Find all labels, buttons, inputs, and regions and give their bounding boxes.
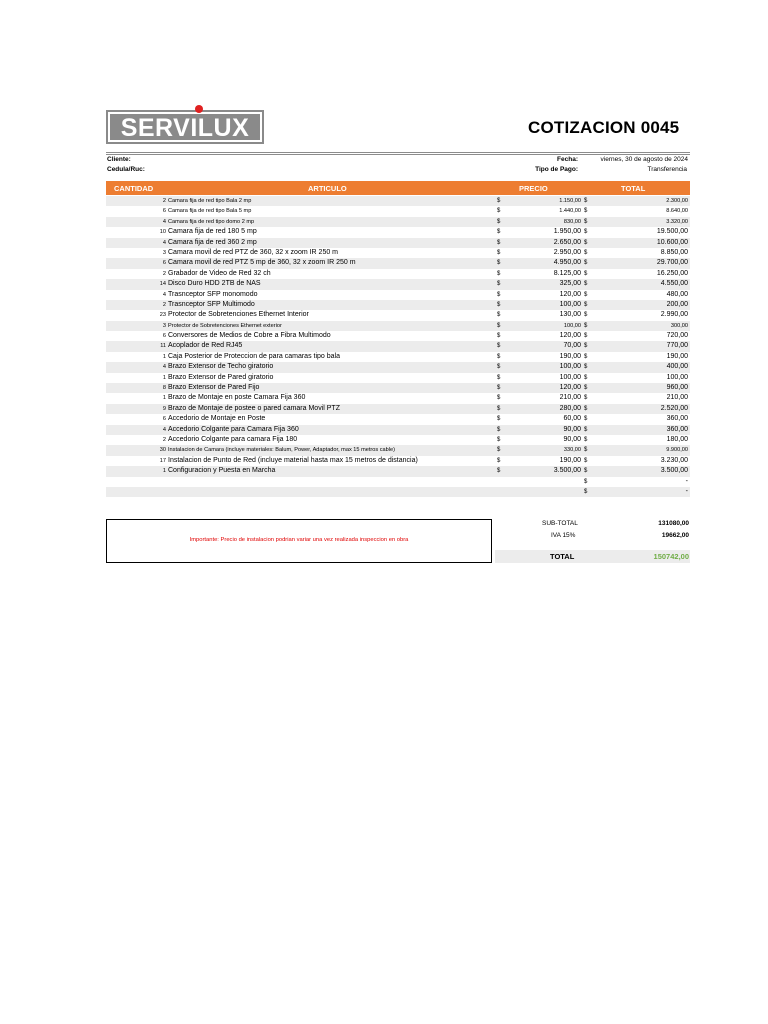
row-description: Trasnceptor SFP Multimodo <box>168 300 255 308</box>
row-price: 100,00 <box>559 300 581 308</box>
row-price: 330,00 <box>563 447 581 454</box>
table-row <box>106 227 690 237</box>
row-total-currency: $ <box>584 260 588 267</box>
table-row <box>106 300 690 310</box>
row-description: Camara movil de red PTZ de 360, 32 x zoom IR 250 m <box>168 248 339 256</box>
subtotal-label: SUB-TOTAL <box>542 520 578 527</box>
row-price: 190,00 <box>559 456 581 464</box>
row-price: 2.650,00 <box>553 238 581 246</box>
row-total-currency: $ <box>584 436 588 443</box>
row-description: Camara movil de red PTZ 5 mp de 360, 32 x zoom IR 250 m <box>168 259 356 267</box>
total-value: 150742,00 <box>653 552 689 561</box>
row-description: Disco Duro HDD 2TB de NAS <box>168 280 261 288</box>
row-total: 720,00 <box>666 332 688 340</box>
row-description: Acoplador de Red RJ45 <box>168 342 243 350</box>
items-table <box>106 196 690 497</box>
logo-dot-icon <box>195 105 203 113</box>
table-row <box>106 269 690 279</box>
row-total-currency: $ <box>584 249 588 256</box>
row-price: 210,00 <box>559 394 581 402</box>
row-price-currency: $ <box>497 208 501 215</box>
table-row <box>106 404 690 414</box>
divider <box>106 154 690 155</box>
row-total: 400,00 <box>666 363 688 371</box>
row-quantity: 14 <box>159 281 166 288</box>
row-total-currency: $ <box>584 478 588 485</box>
row-total-currency: $ <box>584 239 588 246</box>
row-description: Accedorio Colgante para Camara Fija 360 <box>168 425 299 433</box>
row-total: 2.990,00 <box>660 311 688 319</box>
servilux-logo <box>106 104 266 146</box>
row-price: 100,00 <box>563 322 581 329</box>
row-total: 4.550,00 <box>660 280 688 288</box>
row-price-currency: $ <box>497 395 501 402</box>
row-quantity: 4 <box>162 218 166 225</box>
row-total: 29.700,00 <box>656 259 688 267</box>
table-row <box>106 352 690 362</box>
note-box <box>106 519 492 563</box>
row-description: Brazo de Montaje en poste Camara Fija 360 <box>168 394 306 402</box>
table-row <box>106 393 690 403</box>
divider <box>106 152 690 153</box>
total-label: TOTAL <box>550 552 575 561</box>
row-total-currency: $ <box>584 229 588 236</box>
row-total-currency: $ <box>584 395 588 402</box>
row-price: 90,00 <box>563 435 581 443</box>
logo-graphic <box>106 104 266 146</box>
row-price-currency: $ <box>497 249 501 256</box>
row-quantity: 2 <box>162 270 166 277</box>
quote-title: COTIZACION 0045 <box>528 118 680 137</box>
row-price-currency: $ <box>497 385 501 392</box>
table-header <box>106 181 690 195</box>
row-total-currency: $ <box>584 353 588 360</box>
table-row <box>106 341 690 351</box>
table-row <box>106 445 690 455</box>
row-total: 3.320,00 <box>666 218 688 225</box>
row-total-currency: $ <box>584 385 588 392</box>
fecha-label: Fecha: <box>557 156 578 163</box>
row-price-currency: $ <box>497 364 501 371</box>
row-price-currency: $ <box>497 218 501 225</box>
row-description: Camara fija de red tipo Bala 5 mp <box>168 208 252 215</box>
row-price: 280,00 <box>559 404 581 412</box>
row-price: 190,00 <box>559 352 581 360</box>
table-row <box>106 466 690 476</box>
table-row <box>106 196 690 206</box>
header-total: TOTAL <box>621 184 646 193</box>
row-total-currency: $ <box>584 333 588 340</box>
row-price: 120,00 <box>559 332 581 340</box>
row-quantity: 11 <box>160 343 166 350</box>
row-quantity: 4 <box>162 291 166 298</box>
iva-value: 19662,00 <box>661 532 689 539</box>
row-quantity: 4 <box>162 426 166 433</box>
row-total-currency: $ <box>584 208 588 215</box>
row-description: Camara fija de red tipo Bala 2 mp <box>168 198 252 204</box>
row-quantity: 1 <box>162 353 166 360</box>
header-articulo: ARTICULO <box>308 184 347 193</box>
row-total: 8.640,00 <box>666 208 688 215</box>
table-row <box>106 435 690 445</box>
row-price-currency: $ <box>497 322 501 329</box>
row-price: 130,00 <box>559 311 581 319</box>
row-total: 210,00 <box>666 394 688 402</box>
subtotal-value: 131080,00 <box>658 520 689 527</box>
row-total-currency: $ <box>584 364 588 371</box>
row-price: 4.950,00 <box>553 259 581 267</box>
row-quantity: 2 <box>162 436 166 443</box>
row-quantity: 3 <box>162 322 166 329</box>
row-quantity: 6 <box>162 416 166 423</box>
note-text: Importante: Precio de instalacion podrian variar una vez realizada inspeccion en obra <box>189 537 409 543</box>
row-description: Grabador de Video de Red 32 ch <box>168 269 271 277</box>
iva-label: IVA 15% <box>551 532 576 539</box>
row-price: 120,00 <box>559 384 581 392</box>
table-row <box>106 206 690 216</box>
row-price-currency: $ <box>497 281 501 288</box>
row-description: Camara fija de red 360 2 mp <box>168 238 257 246</box>
row-total: 960,00 <box>666 384 688 392</box>
row-description: Accedorio Colgante para camara Fija 180 <box>168 435 298 443</box>
row-price-currency: $ <box>497 333 501 340</box>
row-description: Protector de Sobretenciones Ethernet Interior <box>168 311 309 319</box>
row-total: 360,00 <box>666 415 688 423</box>
row-total-currency: $ <box>584 322 588 329</box>
table-row <box>106 383 690 393</box>
row-total-currency: $ <box>584 468 588 475</box>
row-total-currency: $ <box>584 291 588 298</box>
row-total: 2.520,00 <box>660 404 688 412</box>
table-row <box>106 279 690 289</box>
row-price-currency: $ <box>497 301 501 308</box>
row-total: 19.500,00 <box>656 228 688 236</box>
row-price-currency: $ <box>497 291 501 298</box>
table-row <box>106 487 690 497</box>
row-price: 2.950,00 <box>553 248 581 256</box>
row-price-currency: $ <box>497 270 501 277</box>
row-total-currency: $ <box>584 426 588 433</box>
row-total-currency: $ <box>584 281 588 288</box>
row-quantity: 4 <box>162 364 166 371</box>
svg-text:SERVILUX: SERVILUX <box>120 114 250 142</box>
row-total: 480,00 <box>666 290 688 298</box>
row-description: Instalacion de Camara (incluye materiales: Balum, Power, Adaptador, max 15 metros cable) <box>168 447 395 454</box>
row-price-currency: $ <box>497 468 501 475</box>
row-description: Camara fija de red tipo domo 2 mp <box>168 218 255 225</box>
row-price-currency: $ <box>497 343 501 350</box>
table-row <box>106 414 690 424</box>
row-quantity: 8 <box>162 385 166 392</box>
row-price-currency: $ <box>497 353 501 360</box>
row-price-currency: $ <box>497 229 501 236</box>
row-total: 300,00 <box>670 322 688 329</box>
row-total: 16.250,00 <box>656 269 688 277</box>
row-total: 360,00 <box>666 425 688 433</box>
row-total: 9.900,00 <box>666 447 688 454</box>
table-row <box>106 456 690 466</box>
row-price-currency: $ <box>497 426 501 433</box>
row-quantity: 30 <box>159 447 166 454</box>
row-total: 10.600,00 <box>656 238 688 246</box>
row-price: 60,00 <box>563 415 581 423</box>
pago-value: Transferencia <box>647 166 687 173</box>
table-row <box>106 373 690 383</box>
row-price-currency: $ <box>497 260 501 267</box>
row-total-currency: $ <box>584 312 588 319</box>
table-row <box>106 321 690 331</box>
row-quantity: 6 <box>162 208 166 215</box>
row-price: 1.150,00 <box>559 198 581 204</box>
row-description: Conversores de Medios de Cobre a Fibra Multimodo <box>168 332 331 340</box>
row-quantity: 4 <box>162 239 166 246</box>
row-quantity: 2 <box>162 301 166 308</box>
row-total: 180,00 <box>666 435 688 443</box>
row-price: 90,00 <box>563 425 581 433</box>
row-price-currency: $ <box>497 447 501 454</box>
row-price: 120,00 <box>559 290 581 298</box>
row-total: 770,00 <box>666 342 688 350</box>
row-price: 1.950,00 <box>553 228 581 236</box>
row-price: 100,00 <box>559 373 581 381</box>
row-quantity: 9 <box>162 405 166 412</box>
row-total: - <box>685 477 688 485</box>
row-total-currency: $ <box>584 416 588 423</box>
row-quantity: 23 <box>159 312 166 319</box>
row-price-currency: $ <box>497 374 501 381</box>
cliente-label: Cliente: <box>107 156 131 163</box>
row-description: Brazo Extensor de Pared giratorio <box>168 373 274 381</box>
row-price-currency: $ <box>497 239 501 246</box>
fecha-value: viernes, 30 de agosto de 2024 <box>600 156 688 163</box>
row-description: Protector de Sobretenciones Ethernet exterior <box>168 322 282 329</box>
row-quantity: 10 <box>159 229 166 236</box>
row-total-currency: $ <box>584 270 588 277</box>
row-quantity: 1 <box>162 468 166 475</box>
table-row <box>106 238 690 248</box>
row-quantity: 3 <box>162 249 166 256</box>
table-row <box>106 217 690 227</box>
table-row <box>106 248 690 258</box>
row-description: Instalacion de Punto de Red (incluye material hasta max 15 metros de distancia) <box>168 456 418 464</box>
table-row <box>106 290 690 300</box>
table-row <box>106 477 690 487</box>
row-price-currency: $ <box>497 198 501 204</box>
row-description: Brazo Extensor de Pared Fijo <box>168 384 260 392</box>
table-row <box>106 425 690 435</box>
row-quantity: 17 <box>159 457 166 464</box>
row-quantity: 6 <box>162 333 166 340</box>
row-price-currency: $ <box>497 405 501 412</box>
row-quantity: 1 <box>162 395 166 402</box>
row-price: 830,00 <box>563 218 581 225</box>
row-description: Brazo de Montaje de postee o pared camara Movil PTZ <box>168 404 340 412</box>
row-price-currency: $ <box>497 436 501 443</box>
row-total: 3.230,00 <box>660 456 688 464</box>
row-description: Trasnceptor SFP monomodo <box>168 290 258 298</box>
header-precio: PRECIO <box>519 184 548 193</box>
row-description: Accedorio de Montaje en Poste <box>168 415 266 423</box>
row-total-currency: $ <box>584 198 588 204</box>
row-total: 200,00 <box>666 300 688 308</box>
header-cantidad: CANTIDAD <box>114 184 154 193</box>
row-quantity: 1 <box>162 374 166 381</box>
row-total-currency: $ <box>584 343 588 350</box>
table-row <box>106 331 690 341</box>
row-price: 325,00 <box>559 280 581 288</box>
row-quantity: 6 <box>162 260 166 267</box>
row-total-currency: $ <box>584 405 588 412</box>
table-row <box>106 362 690 372</box>
row-total: 2.300,00 <box>666 198 688 204</box>
row-quantity: 2 <box>162 198 166 204</box>
row-description: Caja Posterior de Proteccion de para camaras tipo bala <box>168 352 340 360</box>
row-total-currency: $ <box>584 447 588 454</box>
row-price: 70,00 <box>563 342 581 350</box>
row-total: 100,00 <box>666 373 688 381</box>
row-total-currency: $ <box>584 488 588 495</box>
pago-label: Tipo de Pago: <box>535 166 578 173</box>
row-description: Camara fija de red 180 5 mp <box>168 228 257 236</box>
row-total: 8.850,00 <box>660 248 688 256</box>
row-total-currency: $ <box>584 374 588 381</box>
row-price: 8.125,00 <box>553 269 581 277</box>
table-row <box>106 310 690 320</box>
row-description: Configuracion y Puesta en Marcha <box>168 467 276 475</box>
row-price: 100,00 <box>559 363 581 371</box>
row-total-currency: $ <box>584 301 588 308</box>
table-row <box>106 258 690 268</box>
row-total-currency: $ <box>584 218 588 225</box>
row-total: 190,00 <box>666 352 688 360</box>
row-total: 3.500,00 <box>660 467 688 475</box>
row-total: - <box>685 487 688 495</box>
row-description: Brazo Extensor de Techo giratorio <box>168 363 274 371</box>
row-price-currency: $ <box>497 416 501 423</box>
row-total-currency: $ <box>584 457 588 464</box>
cedula-label: Cedula/Ruc: <box>107 166 145 173</box>
row-price: 1.440,00 <box>559 208 581 215</box>
row-price-currency: $ <box>497 457 501 464</box>
row-price-currency: $ <box>497 312 501 319</box>
row-price: 3.500,00 <box>553 467 581 475</box>
